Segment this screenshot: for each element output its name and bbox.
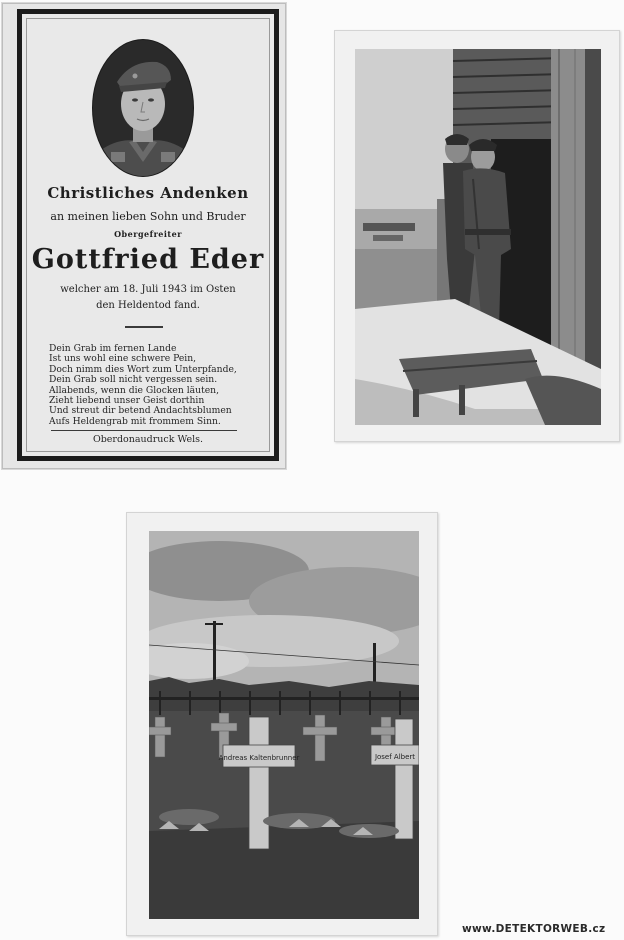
- printer-divider: [51, 430, 237, 431]
- memorial-printer: Oberdonaudruck Wels.: [92, 434, 204, 445]
- cemetery-photo: [126, 512, 438, 936]
- memorial-death-date: welcher am 18. Juli 1943 im Osten: [60, 284, 236, 295]
- memorial-rank: Obergefreiter: [114, 229, 182, 239]
- poem-line: Und streut dir betend Andachtsblumen: [49, 405, 232, 417]
- memorial-death-note: den Heldentod fand.: [96, 300, 200, 311]
- memorial-dedication: an meinen lieben Sohn und Bruder: [50, 210, 246, 223]
- memorial-heading: Christliches Andenken: [47, 184, 249, 202]
- memorial-card: [2, 3, 286, 469]
- poem-line: Dein Grab soll nicht vergessen sein.: [49, 374, 218, 386]
- cross-inscription: Andreas Kaltenbrunner: [218, 754, 300, 762]
- memorial-name: Gottfried Eder: [31, 244, 265, 275]
- cemetery-photo-image: [149, 531, 419, 919]
- poem-line: Dein Grab im fernen Lande: [49, 343, 177, 354]
- cross-inscription: Josef Albert: [374, 753, 416, 761]
- poem-line: Allabends, wenn die Glocken läuten,: [49, 384, 219, 396]
- site-watermark: www.DETEKTORWEB.cz: [462, 923, 606, 935]
- soldiers-photo-image: [355, 49, 601, 425]
- memorial-poem: [49, 344, 259, 427]
- poem-line: Zieht liebend unser Geist dorthin: [49, 395, 205, 407]
- poem-line: Aufs Heldengrab mit frommem Sinn.: [49, 415, 221, 427]
- memorial-divider: [125, 326, 163, 328]
- poem-line: Doch nimm dies Wort zum Unterpfande,: [49, 363, 237, 375]
- soldier-portrait: [91, 38, 195, 178]
- soldiers-photo: [334, 30, 620, 442]
- poem-line: Ist uns wohl eine schwere Pein,: [49, 353, 197, 365]
